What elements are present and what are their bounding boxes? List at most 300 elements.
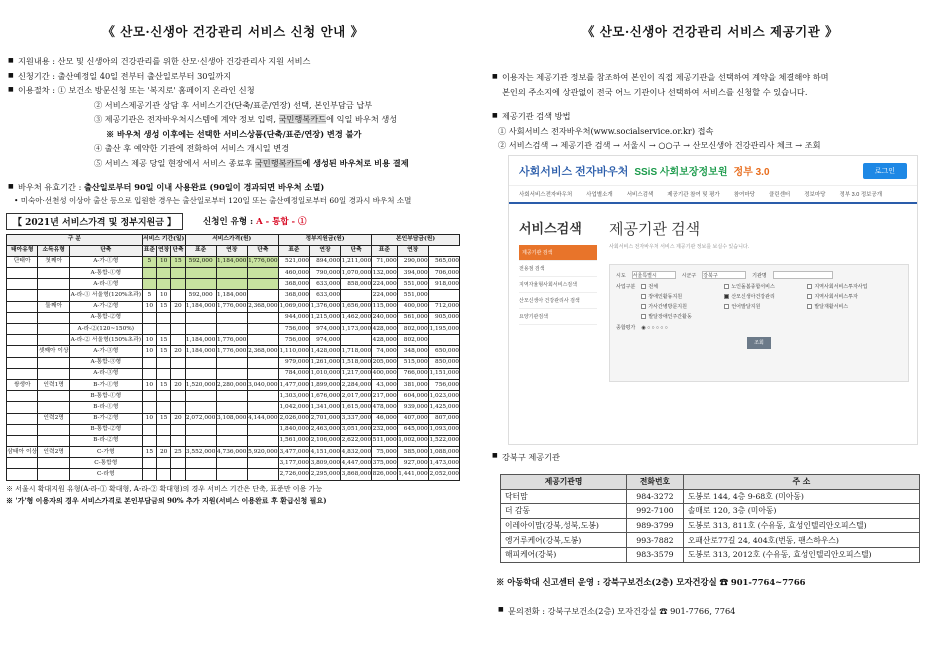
table-cell: 217,000	[372, 391, 397, 402]
table-cell	[247, 435, 278, 446]
table-cell	[142, 402, 156, 413]
table-cell: 43,000	[372, 379, 397, 390]
table-row	[7, 279, 460, 290]
table-cell	[185, 357, 216, 368]
table-cell: 983-3579	[627, 547, 684, 562]
nav-item[interactable]: 사회서비스전자바우처	[519, 192, 573, 198]
biz-option[interactable]: 지역사회서비스투자사업	[807, 283, 887, 290]
nav-item[interactable]: 정보마당	[804, 192, 826, 198]
table-subhead: 연장	[157, 245, 171, 256]
table-cell: B-가-②형	[69, 413, 142, 424]
table-cell	[142, 357, 156, 368]
table-cell: 551,000	[397, 290, 428, 301]
table-cell: 4,736,000	[216, 447, 247, 458]
sidebar-item[interactable]: 산모신생아 건강관리사 검색	[519, 293, 597, 309]
table-cell	[38, 458, 69, 469]
table-cell: 10	[142, 346, 156, 357]
table-subhead: 연장	[309, 245, 340, 256]
biz-option[interactable]: 노인돌봄종합서비스	[724, 283, 804, 290]
table-cell: 1,173,000	[341, 324, 372, 335]
table-cell: 592,000	[185, 290, 216, 301]
biz-option[interactable]: 장애인활동지원	[641, 293, 721, 300]
table-cell	[428, 335, 459, 346]
main-subtitle: 사회서비스 전자바우처 서비스 제공기관 정보를 보실수 있습니다.	[609, 244, 750, 250]
table-row	[7, 335, 460, 346]
table-row	[7, 424, 460, 435]
table-subhead: 표준	[142, 245, 156, 256]
table-cell	[157, 424, 171, 435]
table-row	[501, 533, 920, 548]
biz-option[interactable]: 산모신생아건강관리	[724, 293, 804, 300]
table-cell: 400,000	[397, 301, 428, 312]
table-cell: 802,000	[397, 324, 428, 335]
table-cell	[7, 402, 38, 413]
table-subhead: 연장	[397, 245, 428, 256]
step-3: ③ 제공기관은 전자바우처시스템에 계약 정보 입력, 국민행복카드에 익일 바우처 생성	[94, 114, 398, 124]
left-column	[6, 0, 460, 506]
table-cell	[7, 346, 38, 357]
table-row	[7, 346, 460, 357]
table-cell: 3,177,000	[278, 458, 309, 469]
table-cell	[171, 290, 185, 301]
info-support: ■ 지원내용 : 산모 및 신생아의 건강관리를 위한 산모·신생아 건강관리사 지원 서비스	[6, 54, 460, 69]
table-row	[7, 290, 460, 301]
applicant-type: 신청인 유형 : A - 통합 - ①	[203, 217, 307, 227]
table-cell: 2,295,000	[309, 469, 340, 480]
table-cell: 1,215,000	[309, 312, 340, 323]
table-cell: 1,718,000	[341, 346, 372, 357]
nav-item[interactable]: 사업별소개	[586, 192, 613, 198]
table-cell	[38, 324, 69, 335]
table-cell	[38, 268, 69, 279]
table-cell: 115,000	[372, 301, 397, 312]
table-cell	[38, 290, 69, 301]
table-cell: 511,000	[372, 435, 397, 446]
table-cell	[142, 368, 156, 379]
table-cell	[185, 324, 216, 335]
table-cell	[7, 357, 38, 368]
table-cell	[38, 335, 69, 346]
step-2: ② 서비스제공기관 상담 후 서비스기간(단축/표준/연장) 선택, 본인부담금 납부	[94, 99, 373, 110]
table-cell: 1,303,000	[278, 391, 309, 402]
table-cell: 74,000	[372, 346, 397, 357]
table-cell	[7, 268, 38, 279]
table-cell	[38, 469, 69, 480]
table-row	[7, 413, 460, 424]
table-cell: 428,000	[372, 335, 397, 346]
table-row	[501, 489, 920, 504]
table-cell: 더 감동	[501, 504, 627, 519]
table-subhead: 태아유형	[7, 245, 38, 256]
step-5: ⑤ 서비스 제공 당일 현장에서 서비스 종료후 국민행복카드에 생성된 바우처로 비용 결제	[94, 157, 409, 168]
table-cell: 닥터맘	[501, 489, 627, 504]
table-cell	[247, 391, 278, 402]
table-cell	[171, 357, 185, 368]
table-cell	[7, 324, 38, 335]
table-cell: 20	[157, 447, 171, 458]
org-label: 기관명	[752, 272, 767, 279]
table-cell: 232,000	[372, 424, 397, 435]
table-cell	[7, 458, 38, 469]
biz-option[interactable]: 가사간병방문지원	[641, 303, 721, 310]
biz-option[interactable]: 언어발달지원	[724, 303, 804, 310]
info-period: ■ 신청기간 : 출산예정일 40일 전부터 출산일로부터 30일까지	[6, 69, 460, 84]
table-cell: 10	[142, 379, 156, 390]
table-cell	[38, 368, 69, 379]
table-cell: 1,376,000	[309, 301, 340, 312]
table-row	[7, 324, 460, 335]
table-cell	[216, 402, 247, 413]
table-cell: 1,776,000	[216, 346, 247, 357]
table-cell	[157, 312, 171, 323]
intro-text-2: 본인의 주소지에 상관없이 전국 어느 기관이나 선택하여 서비스를 신청할 수 있습니다.	[502, 86, 808, 97]
table-cell: 1,899,000	[309, 379, 340, 390]
table-cell	[157, 279, 171, 290]
table-cell: 400,000	[372, 368, 397, 379]
table-cell	[38, 435, 69, 446]
table-cell: C-통합형	[69, 458, 142, 469]
org-input[interactable]	[773, 271, 833, 279]
table-cell: 1,840,000	[278, 424, 309, 435]
table-cell: 790,000	[309, 268, 340, 279]
table-cell: 1,441,000	[397, 469, 428, 480]
price-header	[6, 213, 460, 230]
table-cell: 1,093,000	[428, 424, 459, 435]
table-cell: 604,000	[397, 391, 428, 402]
table-cell	[185, 368, 216, 379]
institution-table	[500, 474, 920, 563]
table-cell	[38, 424, 69, 435]
table-cell: 2,701,000	[309, 413, 340, 424]
table-cell: 1,002,000	[397, 435, 428, 446]
table-cell: 인력2명	[38, 413, 69, 424]
table-cell	[171, 424, 185, 435]
table-cell	[428, 290, 459, 301]
table-cell	[216, 357, 247, 368]
table-cell: 20	[171, 379, 185, 390]
sido-label: 시도	[616, 272, 626, 279]
search-method-title: ■ 제공기관 검색 방법	[490, 109, 930, 124]
table-subhead: 표준	[372, 245, 397, 256]
sidebar-item[interactable]: 제공기관 검색	[519, 245, 597, 261]
table-cell	[247, 290, 278, 301]
table-cell: 918,000	[428, 279, 459, 290]
list-title: ■ 강북구 제공기관	[490, 452, 560, 463]
table-cell	[38, 279, 69, 290]
table-cell: 645,000	[397, 424, 428, 435]
table-cell: 348,000	[397, 346, 428, 357]
table-cell: 807,000	[428, 413, 459, 424]
table-cell: 20	[171, 301, 185, 312]
footnote-2: ※ '가'형 이용자의 경우 서비스가격로 본인부담금의 90% 추가 지원(서비스 이용완료 후 환급신청 필요)	[6, 495, 327, 505]
table-cell: 478,000	[372, 402, 397, 413]
table-cell	[185, 458, 216, 469]
table-subhead: 표준	[185, 245, 216, 256]
table-cell	[7, 435, 38, 446]
table-cell	[216, 312, 247, 323]
table-cell	[142, 458, 156, 469]
table-cell: 4,447,000	[341, 458, 372, 469]
table-cell: 20	[171, 346, 185, 357]
table-cell: 802,000	[397, 335, 428, 346]
table-cell: 428,000	[372, 324, 397, 335]
table-cell: 1,023,000	[428, 391, 459, 402]
table-cell	[247, 368, 278, 379]
table-cell	[7, 469, 38, 480]
voucher-validity: ■ 바우처 유효기간 : 출산일로부터 90일 이내 사용완료 (90일이 경과되면 바우처 소멸)	[6, 180, 460, 195]
table-cell: 1,151,000	[428, 368, 459, 379]
nav-item[interactable]: 참여마당	[733, 192, 755, 198]
table-cell: 이레아이맘(강북,성북,도봉)	[501, 518, 627, 533]
table-cell	[247, 469, 278, 480]
table-cell: 944,000	[278, 312, 309, 323]
table-cell	[38, 402, 69, 413]
sido-select[interactable]: 서울특별시	[632, 271, 676, 279]
table-cell: 단태아	[7, 256, 38, 267]
table-cell: B-라-②형	[69, 435, 142, 446]
table-cell: B-가-①형	[69, 379, 142, 390]
table-head: 서비스가격(원)	[185, 234, 278, 245]
table-cell: 1,776,000	[216, 301, 247, 312]
table-cell: 706,000	[428, 268, 459, 279]
table-row	[501, 518, 920, 533]
table-cell: 1,518,000	[341, 357, 372, 368]
table-cell	[157, 357, 171, 368]
table-cell: 1,776,000	[216, 335, 247, 346]
table-cell: 1,428,000	[309, 346, 340, 357]
table-cell: A-라-②(120~150%)	[69, 324, 142, 335]
table-cell	[157, 402, 171, 413]
table-cell: 1,184,000	[216, 256, 247, 267]
voucher-note: • 미숙아·선천성 이상아 출산 등으로 입원한 경우는 출산일로부터 120일 또는 출산예정일로부터 60일 경과시 바우처 소멸	[14, 195, 412, 205]
table-cell: 3,477,000	[278, 447, 309, 458]
table-row	[501, 504, 920, 519]
table-cell: 1,010,000	[309, 368, 340, 379]
table-cell: 첫째아	[38, 256, 69, 267]
biz-option[interactable]: 전체	[641, 283, 721, 290]
table-cell: 3,108,000	[216, 413, 247, 424]
provider-intro	[490, 70, 930, 153]
table-head: 주 소	[683, 475, 919, 490]
table-cell: 솔매로 120, 3층 (미아동)	[683, 504, 919, 519]
table-cell: 2,463,000	[309, 424, 340, 435]
table-cell: 633,000	[309, 279, 340, 290]
table-cell	[247, 312, 278, 323]
table-cell	[142, 312, 156, 323]
table-cell: 둘째아	[38, 301, 69, 312]
table-cell: 1,473,000	[428, 458, 459, 469]
table-cell: 979,000	[278, 357, 309, 368]
table-cell	[7, 391, 38, 402]
table-cell: 992-7100	[627, 504, 684, 519]
table-cell	[216, 435, 247, 446]
table-cell: 1,477,000	[278, 379, 309, 390]
table-cell	[171, 458, 185, 469]
table-cell	[7, 424, 38, 435]
table-cell	[247, 424, 278, 435]
table-cell: 1,615,000	[341, 402, 372, 413]
table-row	[7, 391, 460, 402]
table-cell: 756,000	[428, 379, 459, 390]
application-info-list	[6, 54, 460, 170]
table-cell	[142, 279, 156, 290]
table-cell	[185, 391, 216, 402]
table-cell: A-통합-②형	[69, 312, 142, 323]
table-cell: 224,000	[372, 279, 397, 290]
table-cell: A-라-③형	[69, 368, 142, 379]
table-cell	[171, 402, 185, 413]
table-row	[501, 547, 920, 562]
table-cell: 10	[157, 256, 171, 267]
table-cell: 368,000	[278, 290, 309, 301]
table-head: 제공기관명	[501, 475, 627, 490]
table-cell	[185, 312, 216, 323]
table-cell	[171, 469, 185, 480]
table-cell	[7, 279, 38, 290]
table-cell: 2,072,000	[185, 413, 216, 424]
table-row	[7, 469, 460, 480]
nav-item[interactable]: 클린센터	[768, 192, 791, 198]
table-subhead: 소득유형	[38, 245, 69, 256]
table-cell	[7, 335, 38, 346]
table-cell: 4,151,000	[309, 447, 340, 458]
table-cell: 15	[157, 379, 171, 390]
abuse-report-center: ※ 아동학대 신고센터 운영 : 강북구보건소(2층) 모자건강실 ☎ 901-7764~7766	[496, 577, 806, 587]
table-cell: 2,284,000	[341, 379, 372, 390]
table-cell: 셋째아 이상	[38, 346, 69, 357]
biz-option[interactable]: 발달재활서비스	[807, 303, 887, 310]
sidebar-item[interactable]: 지역자율형사회서비스검색	[519, 277, 597, 293]
table-cell: 850,000	[428, 357, 459, 368]
search-button[interactable]: 조회	[747, 337, 771, 349]
table-cell	[247, 268, 278, 279]
table-cell: 1,042,000	[278, 402, 309, 413]
sidebar-item[interactable]: 전용점 검색	[519, 261, 597, 277]
table-cell: 인력2명	[38, 447, 69, 458]
sidebar-item[interactable]: 요양기관검색	[519, 309, 597, 325]
nav-item[interactable]: 정부 3.0 정보공개	[839, 192, 883, 198]
intro-text: ■ 이용자는 제공기관 정보를 참조하여 본인이 직접 제공기관을 선택하여 계약을 체결해야 하며	[490, 70, 930, 85]
table-cell	[216, 368, 247, 379]
table-cell: 3,809,000	[309, 458, 340, 469]
table-cell	[157, 391, 171, 402]
table-cell: 15	[157, 301, 171, 312]
step-4: ④ 출산 후 예약한 기관에 전화하여 서비스 개시일 변경	[94, 143, 290, 153]
table-cell	[142, 435, 156, 446]
table-subhead: 단축	[247, 245, 278, 256]
table-cell: 5	[142, 256, 156, 267]
table-subhead: 단축	[341, 245, 372, 256]
nav-item[interactable]: 제공기관 참여 및 평가	[667, 192, 720, 198]
table-cell	[185, 279, 216, 290]
table-cell: A-라-① 서울형(120%초과)	[69, 290, 142, 301]
price-title: 【 2021년 서비스가격 및 정부지원금 】	[6, 213, 183, 230]
step-warning: ※ 바우처 생성 이후에는 선택한 서비스상품(단축/표준/연장) 변경 불가	[106, 128, 362, 139]
table-cell: 1,522,000	[428, 435, 459, 446]
table-cell	[157, 368, 171, 379]
table-cell: 565,000	[428, 256, 459, 267]
table-cell: 633,000	[309, 290, 340, 301]
table-cell	[171, 324, 185, 335]
table-cell: A-가-①형	[69, 256, 142, 267]
table-cell	[171, 312, 185, 323]
table-subhead: 연장	[216, 245, 247, 256]
table-cell: 4,144,000	[247, 413, 278, 424]
table-cell	[157, 324, 171, 335]
table-cell: 585,000	[397, 447, 428, 458]
sigungu-select[interactable]: 강북구	[702, 271, 746, 279]
table-cell: 1,069,000	[278, 301, 309, 312]
table-cell: 515,000	[397, 357, 428, 368]
table-cell: A-가-②형	[69, 301, 142, 312]
table-cell	[171, 368, 185, 379]
nav-item[interactable]: 서비스검색	[626, 192, 654, 198]
table-cell	[7, 368, 38, 379]
table-cell	[142, 268, 156, 279]
voucher-logo: 사회서비스 전자바우처	[519, 165, 629, 178]
table-cell: 1,184,000	[185, 335, 216, 346]
table-cell: 927,000	[397, 458, 428, 469]
table-cell: 1,776,000	[247, 256, 278, 267]
table-cell	[157, 469, 171, 480]
table-cell: 1,088,000	[428, 447, 459, 458]
table-cell: 2,368,000	[247, 346, 278, 357]
eval-label: 종합평가	[616, 325, 636, 331]
table-cell: A-라-①형	[69, 279, 142, 290]
contact-info: ■ 문의전화 : 강북구보건소(2층) 모자건강실 ☎ 901-7766, 7764	[496, 606, 735, 617]
biz-option[interactable]: 발달장애인주간활동	[641, 313, 721, 320]
table-cell: 쌍생아	[7, 379, 38, 390]
biz-options	[641, 283, 887, 320]
table-cell: 인력1명	[38, 379, 69, 390]
login-button[interactable]: 로그인	[863, 163, 907, 179]
footnote-1: ※ 서울시 확대지원 유형(A-라-① 확대형, A-라-② 확대형)의 경우 서비스 기간은 단축, 표준만 이용 가능	[6, 484, 323, 493]
table-cell	[7, 301, 38, 312]
table-cell: 905,000	[428, 312, 459, 323]
table-subhead: 단축	[171, 245, 185, 256]
table-cell: C-라형	[69, 469, 142, 480]
table-head: 전화번호	[627, 475, 684, 490]
table-cell: 10	[142, 413, 156, 424]
table-cell: 1,676,000	[309, 391, 340, 402]
table-cell	[38, 391, 69, 402]
table-cell: 삼태아 이상	[7, 447, 38, 458]
table-cell	[185, 469, 216, 480]
table-cell	[7, 312, 38, 323]
biz-option[interactable]: 지역사회서비스투자	[807, 293, 887, 300]
table-cell: 5	[142, 290, 156, 301]
table-cell	[247, 357, 278, 368]
table-cell: 1,110,000	[278, 346, 309, 357]
table-cell: 989-3799	[627, 518, 684, 533]
table-cell	[185, 268, 216, 279]
table-cell: 2,017,000	[341, 391, 372, 402]
table-row	[7, 357, 460, 368]
table-cell: 712,000	[428, 301, 459, 312]
table-cell: 15	[157, 413, 171, 424]
table-cell: C-가형	[69, 447, 142, 458]
table-cell	[142, 391, 156, 402]
ssis-logo: SSiS 사회보장정보원	[634, 167, 728, 178]
eval-radios[interactable]: ◉ ○ ○ ○ ○ ○	[641, 324, 668, 331]
table-cell: 381,000	[397, 379, 428, 390]
table-cell	[216, 424, 247, 435]
search-step-2: ② 서비스검색 → 제공기관 검색 → 서울시 → ○○구 → 산모신생아 건강관리사 체크 → 조회	[498, 140, 821, 150]
table-cell	[142, 424, 156, 435]
table-cell: 도봉로 313, 811호 (수유동, 효성인텔리안오피스텔)	[683, 518, 919, 533]
table-cell: 1,184,000	[185, 346, 216, 357]
table-row	[7, 447, 460, 458]
